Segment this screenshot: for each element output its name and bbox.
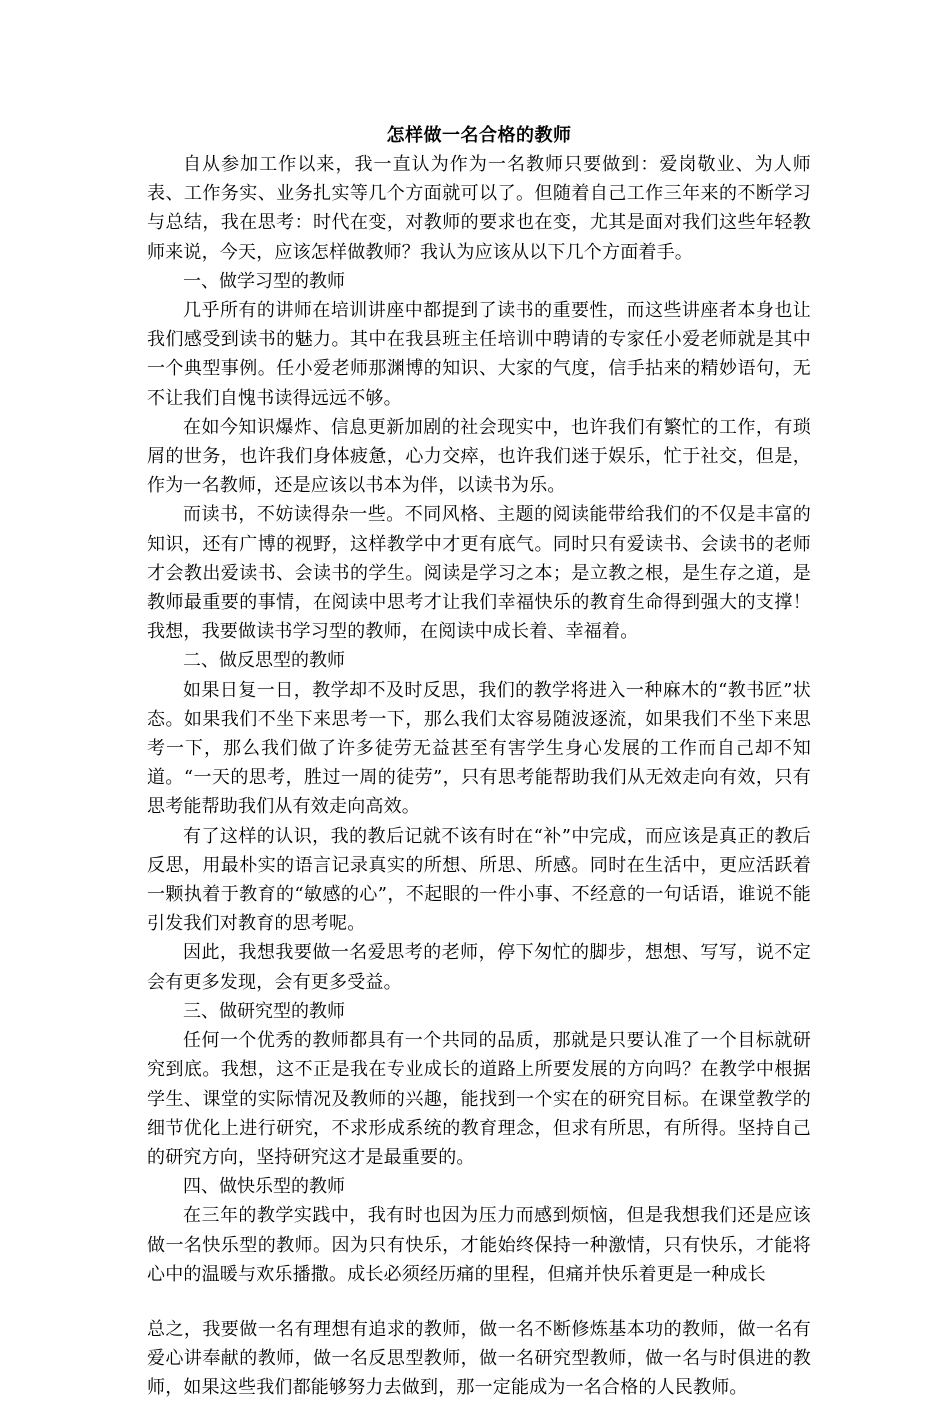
paragraph: 几乎所有的讲师在培训讲座中都提到了读书的重要性，而这些讲座者本身也让我们感受到读书的魅力。其中在我县班主任培训中聘请的专家任小爱老师就是其中一个典型事例。任小爱老师那渊博的知识、大家的气度，信手拈来的精妙语句，无不让我们自愧书读得远远不够。 [147,300,811,409]
section-heading-research: 三、做研究型的教师 [183,1000,345,1022]
section-heading-reflective: 二、做反思型的教师 [183,650,345,672]
paragraph: 有了这样的认识，我的教后记就不该有时在“补”中完成，而应该是真正的教后反思，用最朴实的语言记录真实的所想、所思、所感。同时在生活中，更应活跃着一颗执着于教育的“敏感的心”，不起眼的一件小事、不经意的一句话语，谁说不能引发我们对教育的思考呢。 [147,825,811,935]
paragraph: 在如今知识爆炸、信息更新加剧的社会现实中，也许我们有繁忙的工作，有琐屑的世务，也许我们身体疲惫，心力交瘁，也许我们迷于娱乐，忙于社交，但是，作为一名教师，还是应该以书本为伴，以读书为乐。 [147,416,811,497]
paragraph: 在三年的教学实践中，我有时也因为压力而感到烦恼，但是我想我们还是应该做一名快乐型的教师。因为只有快乐，才能始终保持一种激情，只有快乐，才能将心中的温暖与欢乐播撒。成长必须经历痛的里程，但痛并快乐着更是一种成长 [147,1205,811,1285]
paragraph: 任何一个优秀的教师都具有一个共同的品质，那就是只要认准了一个目标就研究到底。我想，这不正是我在专业成长的道路上所要发展的方向吗？在教学中根据学生、课堂的实际情况及教师的兴趣，能找到一个实在的研究目标。在课堂教学的细节优化上进行研究，不求形成系统的教育理念，但求有所思，有所得。坚持自己的研究方向，坚持研究这才是最重要的。 [147,1030,811,1168]
blank-line [147,1289,811,1315]
paragraph: 如果日复一日，教学却不及时反思，我们的教学将进入一种麻木的“教书匠”状态。如果我们不坐下来思考一下，那么我们太容易随波逐流，如果我们不坐下来思考一下，那么我们做了许多徒劳无益甚至有害学生身心发展的工作而自己却不知道。“一天的思考，胜过一周的徒劳”，只有思考能帮助我们从无效走向有效，只有思考能帮助我们从有效走向高效。 [147,679,811,818]
section-heading-learning: 一、做学习型的教师 [183,270,345,292]
intro-paragraph: 自从参加工作以来，我一直认为作为一名教师只要做到：爱岗敬业、为人师表、工作务实、业务扎实等几个方面就可以了。但随着自己工作三年来的不断学习与总结，我在思考：时代在变，对教师的要求也在变，尤其是面对我们这些年轻教师来说，今天，应该怎样做教师？我认为应该从以下几个方面着手。 [147,154,811,263]
conclusion-paragraph: 总之，我要做一名有理想有追求的教师，做一名不断修炼基本功的教师，做一名有爱心讲奉献的教师，做一名反思型教师，做一名研究型教师，做一名与时俱进的教师，如果这些我们都能够努力去做到，那一定能成为一名合格的人民教师。 [147,1318,811,1399]
document-page [147,122,811,1403]
paragraph: 而读书，不妨读得杂一些。不同风格、主题的阅读能带给我们的不仅是丰富的知识，还有广博的视野，这样教学中才更有底气。同时只有爱读书、会读书的老师才会教出爱读书、会读书的学生。阅读是学习之本；是立教之根，是生存之道，是教师最重要的事情，在阅读中思考才让我们幸福快乐的教育生命得到强大的支撑！我想，我要做读书学习型的教师，在阅读中成长着、幸福着。 [147,504,811,643]
section-heading-happy: 四、做快乐型的教师 [183,1176,345,1198]
document-title: 怎样做一名合格的教师 [386,125,572,146]
paragraph: 因此，我想我要做一名爱思考的老师，停下匆忙的脚步，想想、写写，说不定会有更多发现，会有更多受益。 [147,942,811,993]
